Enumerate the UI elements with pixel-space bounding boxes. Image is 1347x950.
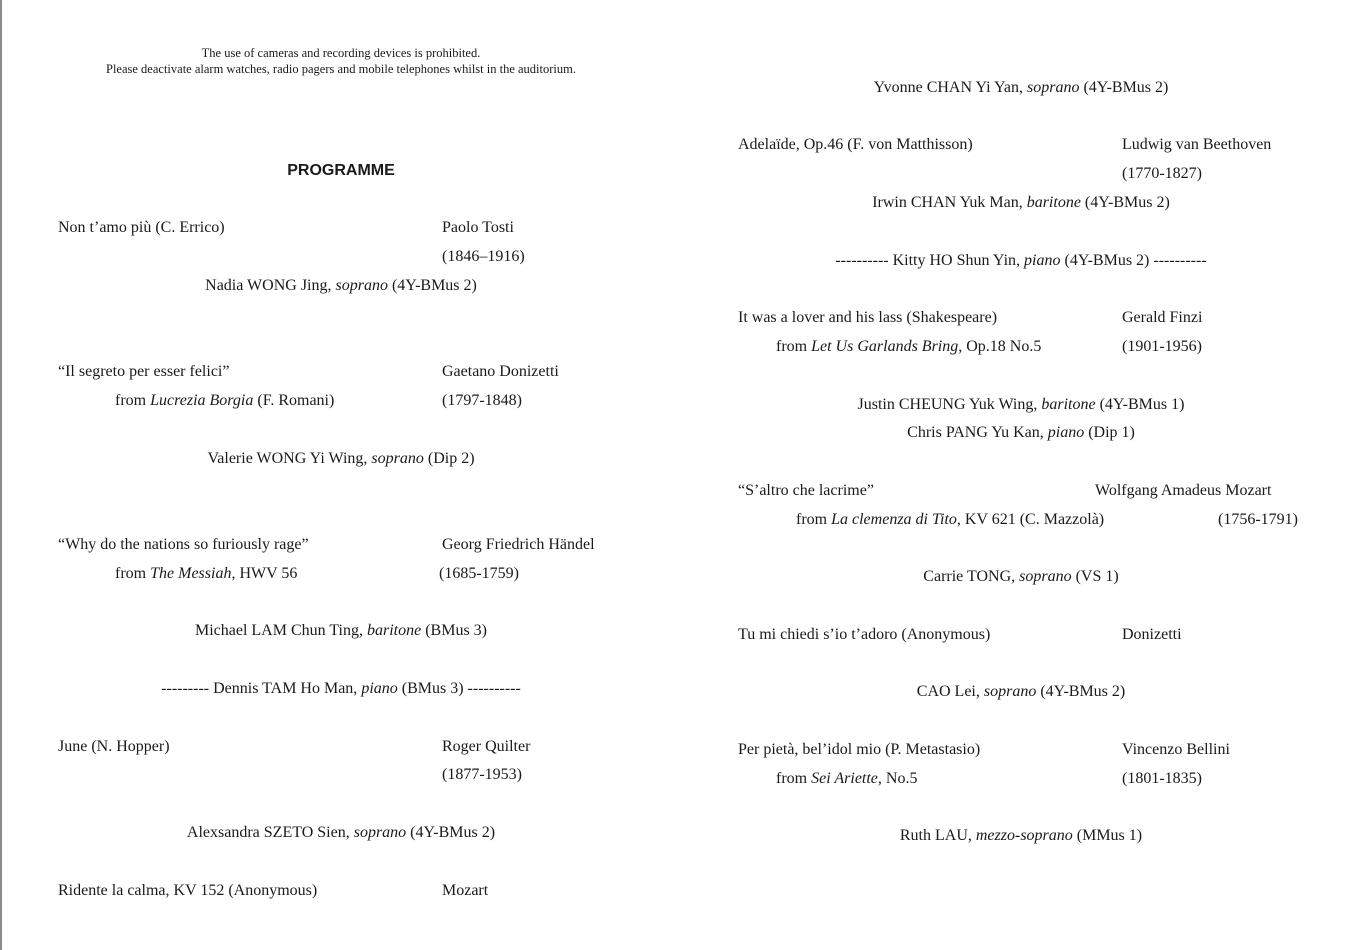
voice-type: piano	[1047, 424, 1085, 441]
from-line	[776, 337, 1041, 357]
composer-dates: (1685-1759)	[439, 565, 519, 582]
voice-type: baritone	[1026, 194, 1081, 211]
performer-line	[0, 276, 682, 296]
study-level: (4Y-BMus 2)	[406, 824, 496, 841]
work-title: The Messiah	[150, 565, 232, 582]
study-level: (Dip 2)	[423, 450, 475, 467]
voice-type: baritone	[1041, 396, 1096, 413]
composer-name: Paolo Tosti	[442, 219, 514, 236]
piece-title: “Why do the nations so furiously rage”	[58, 536, 309, 553]
voice-type: soprano	[1019, 568, 1072, 585]
performer-name: Yvonne CHAN Yi Yan,	[873, 79, 1028, 96]
piece-title: Per pietà, bel’idol mio (P. Metastasio)	[738, 741, 981, 758]
performer-line	[0, 823, 682, 843]
composer-name: Ludwig van Beethoven	[1122, 136, 1272, 153]
performer-name: Alexsandra SZETO Sien,	[186, 824, 354, 841]
composer-dates: (1846–1916)	[442, 248, 525, 265]
from-suffix: , KV 621 (C. Mazzolà)	[956, 511, 1105, 528]
performer-name: CAO Lei,	[916, 683, 984, 700]
composer-name: Donizetti	[1122, 626, 1182, 643]
performer-line	[682, 78, 1347, 98]
study-level: (4Y-BMus 2) ----------	[1060, 252, 1207, 269]
voice-type: soprano	[371, 450, 424, 467]
composer-dates: (1797-1848)	[442, 392, 522, 409]
notice-line-2: Please deactivate alarm watches, radio pagers and mobile telephones whilst in the auditorium.	[106, 62, 576, 76]
study-level: (BMus 3) ----------	[397, 680, 521, 697]
performer-name: Michael LAM Chun Ting,	[194, 622, 367, 639]
composer-name: Vincenzo Bellini	[1122, 741, 1230, 758]
work-title: Let Us Garlands Bring	[811, 338, 959, 355]
performer-name: Justin CHEUNG Yuk Wing,	[857, 396, 1042, 413]
from-suffix: , Op.18 No.5	[958, 338, 1042, 355]
pianist-line	[0, 679, 682, 699]
performer-name: Irwin CHAN Yuk Man,	[872, 194, 1027, 211]
from-line	[115, 564, 297, 584]
pianist-line	[682, 423, 1347, 443]
study-level: (4Y-BMus 2)	[1079, 79, 1169, 96]
performer-name: Ruth LAU,	[899, 827, 976, 844]
composer-dates: (1770-1827)	[1122, 165, 1202, 182]
from-line	[796, 510, 1104, 530]
piece-title: “Il segreto per esser felici”	[58, 363, 230, 380]
composer-name: Roger Quilter	[442, 738, 531, 755]
from-line	[115, 391, 334, 411]
notice	[0, 45, 682, 77]
from-suffix: (F. Romani)	[253, 392, 335, 409]
study-level: (4Y-BMus 1)	[1095, 396, 1185, 413]
voice-type: soprano	[1027, 79, 1080, 96]
from-prefix: from	[776, 770, 812, 787]
study-level: (VS 1)	[1071, 568, 1119, 585]
piece-title: Ridente la calma, KV 152 (Anonymous)	[58, 882, 318, 899]
study-level: (MMus 1)	[1072, 827, 1143, 844]
study-level: (4Y-BMus 2)	[387, 277, 477, 294]
performer-name: Nadia WONG Jing,	[205, 277, 336, 294]
performer-name: Valerie WONG Yi Wing,	[207, 450, 372, 467]
piece-title: Adelaïde, Op.46 (F. von Matthisson)	[738, 136, 973, 153]
composer-name: Wolfgang Amadeus Mozart	[1095, 482, 1272, 499]
performer-line	[682, 826, 1347, 846]
from-suffix: , No.5	[877, 770, 918, 787]
study-level: (4Y-BMus 2)	[1080, 194, 1170, 211]
programme-heading: PROGRAMME	[287, 162, 395, 179]
composer-name: Georg Friedrich Händel	[442, 536, 595, 553]
composer-dates: (1901-1956)	[1122, 338, 1202, 355]
from-prefix: from	[796, 511, 832, 528]
piece-title: It was a lover and his lass (Shakespeare)	[738, 309, 998, 326]
performer-line	[0, 621, 682, 641]
piece-title: “S’altro che lacrime”	[738, 482, 874, 499]
composer-dates: (1877-1953)	[442, 766, 522, 783]
work-title: Sei Ariette	[811, 770, 878, 787]
performer-line	[682, 395, 1347, 415]
from-suffix: , HWV 56	[231, 565, 298, 582]
notice-line-1: The use of cameras and recording devices is prohibited.	[201, 46, 481, 60]
performer-line	[682, 193, 1347, 213]
performer-line	[682, 682, 1347, 702]
voice-type: mezzo-soprano	[975, 827, 1073, 844]
from-prefix: from	[776, 338, 812, 355]
piece-title: June (N. Hopper)	[58, 738, 170, 755]
work-title: Lucrezia Borgia	[150, 392, 254, 409]
from-line	[776, 769, 917, 789]
page-edge	[0, 0, 2, 950]
composer-dates: (1801-1835)	[1122, 770, 1202, 787]
voice-type: baritone	[367, 622, 422, 639]
piece-title: Tu mi chiedi s’io t’adoro (Anonymous)	[738, 626, 991, 643]
performer-name: Carrie TONG,	[923, 568, 1020, 585]
pianist-name: ---------- Kitty HO Shun Yin,	[835, 252, 1025, 269]
composer-dates: (1756-1791)	[1218, 511, 1298, 528]
voice-type: soprano	[335, 277, 388, 294]
voice-type: piano	[1024, 252, 1061, 269]
study-level: (4Y-BMus 2)	[1036, 683, 1126, 700]
pianist-name: --------- Dennis TAM Ho Man,	[161, 680, 362, 697]
from-prefix: from	[115, 565, 151, 582]
piece-title: Non t’amo più (C. Errico)	[58, 219, 225, 236]
performer-line	[682, 567, 1347, 587]
pianist-line	[682, 251, 1347, 271]
from-prefix: from	[115, 392, 151, 409]
composer-name: Gerald Finzi	[1122, 309, 1203, 326]
performer-line	[0, 449, 682, 469]
study-level: (Dip 1)	[1084, 424, 1135, 441]
pianist-name: Chris PANG Yu Kan,	[907, 424, 1048, 441]
work-title: La clemenza di Tito	[831, 511, 957, 528]
composer-name: Mozart	[442, 882, 489, 899]
voice-type: soprano	[983, 683, 1037, 700]
composer-name: Gaetano Donizetti	[442, 363, 559, 380]
voice-type: soprano	[353, 824, 407, 841]
study-level: (BMus 3)	[421, 622, 487, 639]
voice-type: piano	[361, 680, 398, 697]
